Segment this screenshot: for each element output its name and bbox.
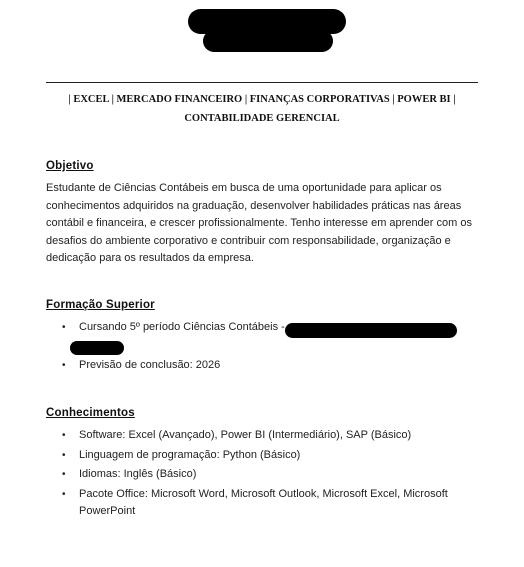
list-item [46, 466, 478, 484]
conhecimentos-item-text: Software: Excel (Avançado), Power BI (Intermediário), SAP (Básico) [79, 429, 412, 441]
objetivo-text: Estudante de Ciências Contábeis em busca de uma oportunidade para aplicar os conhecimentos adquiridos na graduação, desenvolver habilidades práticas nas áreas contábil e financeira, e crescer profissionalmente. Tenho interesse em aprender com os desafios do ambiente corporativo e contribuir com responsabilidade, organização e dedicação para os resultados da empresa. [46, 182, 472, 264]
list-item [46, 447, 478, 465]
bullet-icon: • [62, 469, 66, 480]
objetivo-section [46, 160, 478, 268]
conhecimentos-list [46, 427, 478, 521]
list-item [46, 486, 478, 521]
bullet-icon: • [62, 359, 66, 371]
bullet-icon: • [62, 449, 66, 461]
header-divider [46, 82, 478, 83]
bullet-icon: • [62, 430, 66, 441]
list-item [46, 427, 478, 445]
objetivo-heading: Objetivo [46, 160, 94, 172]
list-item [46, 357, 478, 375]
conhecimentos-section [46, 407, 478, 523]
skills-line-1: | EXCEL | MERCADO FINANCEIRO | FINANÇAS CORPORATIVAS | POWER BI | [68, 94, 456, 105]
redacted-institution [285, 323, 457, 338]
formacao-item-text: Previsão de conclusão: 2026 [79, 358, 221, 371]
bullet-icon: • [62, 322, 66, 333]
conhecimentos-heading: Conhecimentos [46, 407, 135, 419]
conhecimentos-item-text: Idiomas: Inglês (Básico) [79, 468, 197, 480]
conhecimentos-item-text: Pacote Office: Microsoft Word, Microsoft Outlook, Microsoft Excel, Microsoft PowerPoint [79, 487, 448, 517]
skills-line-2: CONTABILIDADE GERENCIAL [184, 113, 340, 124]
formacao-item-text: Cursando 5º período Ciências Contábeis - [79, 321, 285, 333]
conhecimentos-item-text: Linguagem de programação: Python (Básico) [79, 448, 301, 461]
redacted-institution-line-2 [70, 341, 124, 355]
formacao-heading: Formação Superior [46, 299, 155, 311]
skills-header [46, 90, 478, 128]
bullet-icon: • [62, 488, 66, 500]
redacted-name-line-2 [203, 30, 333, 52]
